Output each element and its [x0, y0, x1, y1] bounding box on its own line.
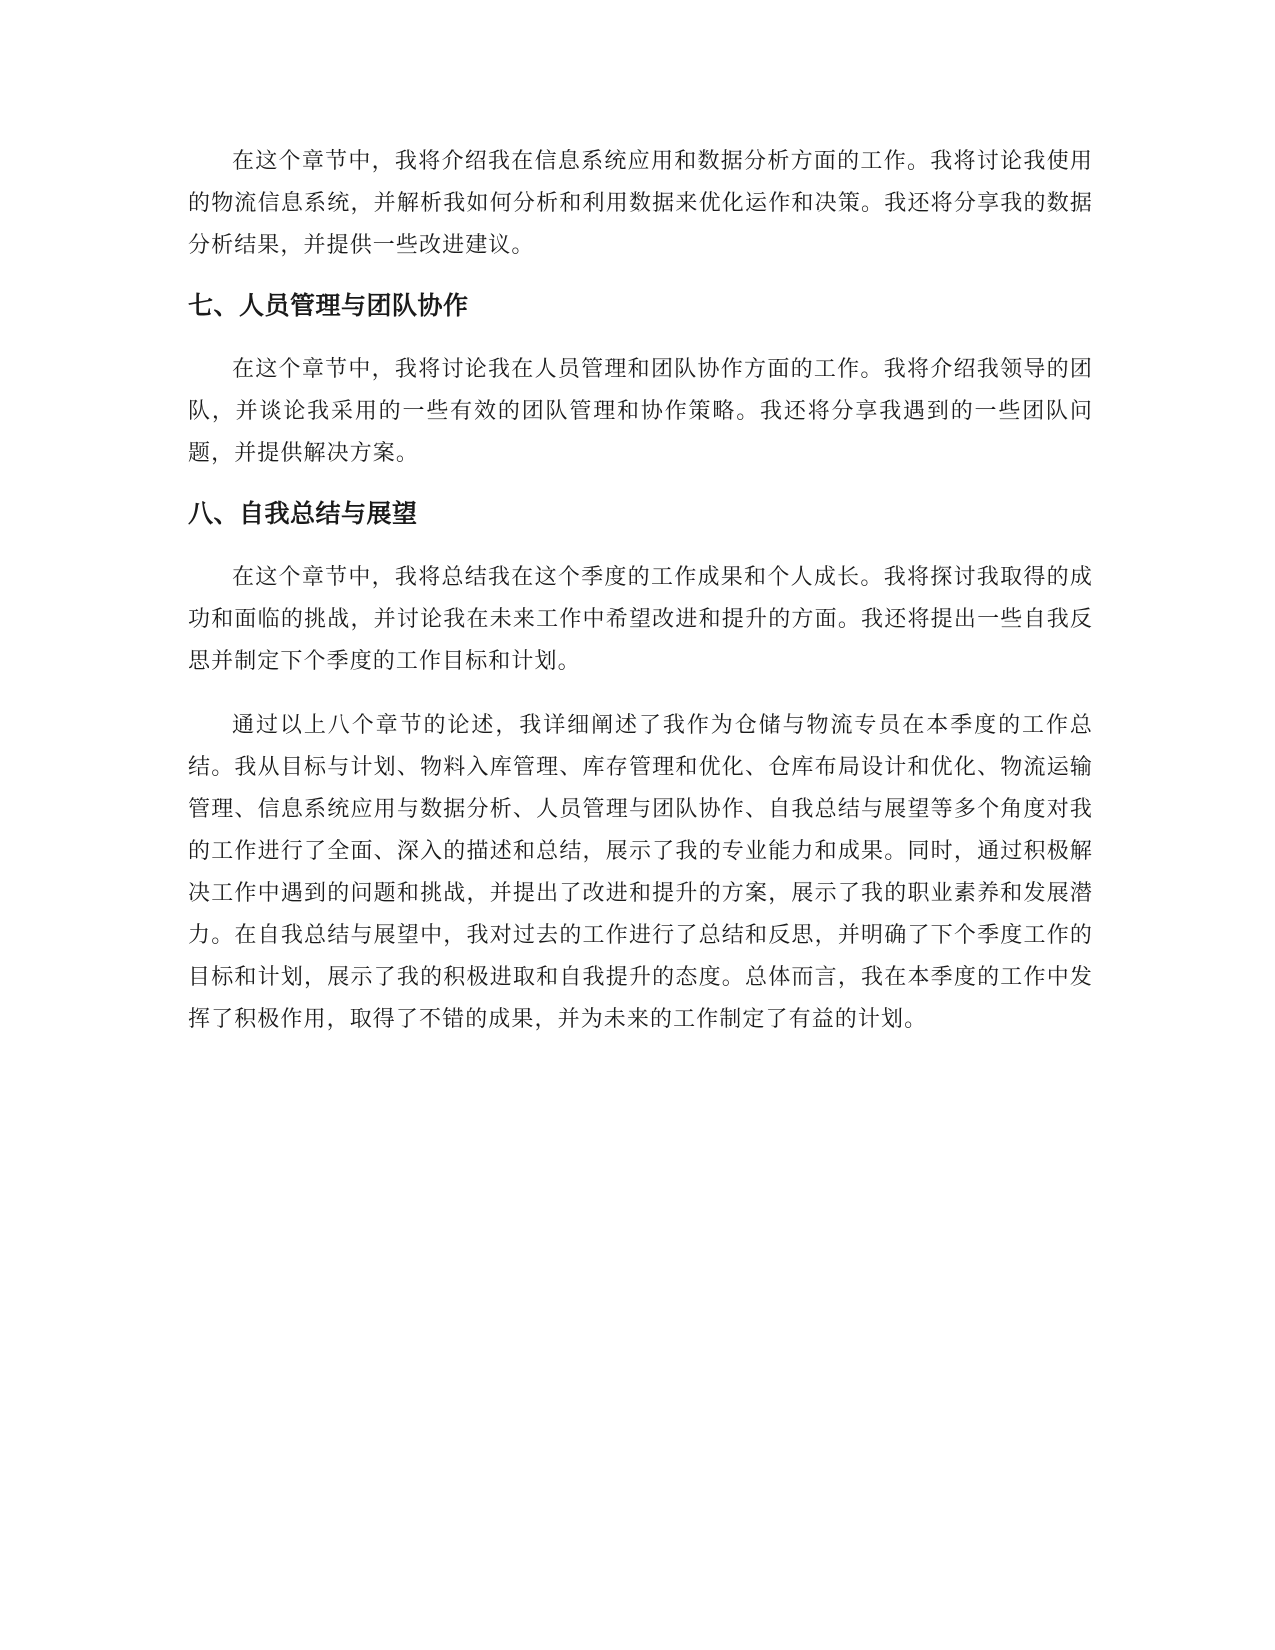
conclusion-paragraph: 通过以上八个章节的论述，我详细阐述了我作为仓储与物流专员在本季度的工作总结。我从目标与计划、物料入库管理、库存管理和优化、仓库布局设计和优化、物流运输管理、信息系统应用与数据分析、人员管理与团队协作、自我总结与展望等多个角度对我的工作进行了全面、深入的描述和总结，展示了我的专业能力和成果。同时，通过积极解决工作中遇到的问题和挑战，并提出了改进和提升的方案，展示了我的职业素养和发展潜力。在自我总结与展望中，我对过去的工作进行了总结和反思，并明确了下个季度工作的目标和计划，展示了我的积极进取和自我提升的态度。总体而言，我在本季度的工作中发挥了积极作用，取得了不错的成果，并为未来的工作制定了有益的计划。: [188, 713, 1093, 1032]
section8-paragraph: 在这个章节中，我将总结我在这个季度的工作成果和个人成长。我将探讨我取得的成功和面临的挑战，并讨论我在未来工作中希望改进和提升的方面。我还将提出一些自我反思并制定下个季度的工作目标和计划。: [188, 565, 1093, 674]
section7-heading: 七、人员管理与团队协作: [188, 291, 469, 320]
section7-paragraph: 在这个章节中，我将讨论我在人员管理和团队协作方面的工作。我将介绍我领导的团队，并谈论我采用的一些有效的团队管理和协作策略。我还将分享我遇到的一些团队问题，并提供解决方案。: [188, 357, 1093, 466]
section6-paragraph: 在这个章节中，我将介绍我在信息系统应用和数据分析方面的工作。我将讨论我使用的物流信息系统，并解析我如何分析和利用数据来优化运作和决策。我还将分享我的数据分析结果，并提供一些改进建议。: [188, 149, 1093, 258]
section8-heading: 八、自我总结与展望: [188, 499, 418, 528]
document-body: [188, 141, 1093, 1063]
